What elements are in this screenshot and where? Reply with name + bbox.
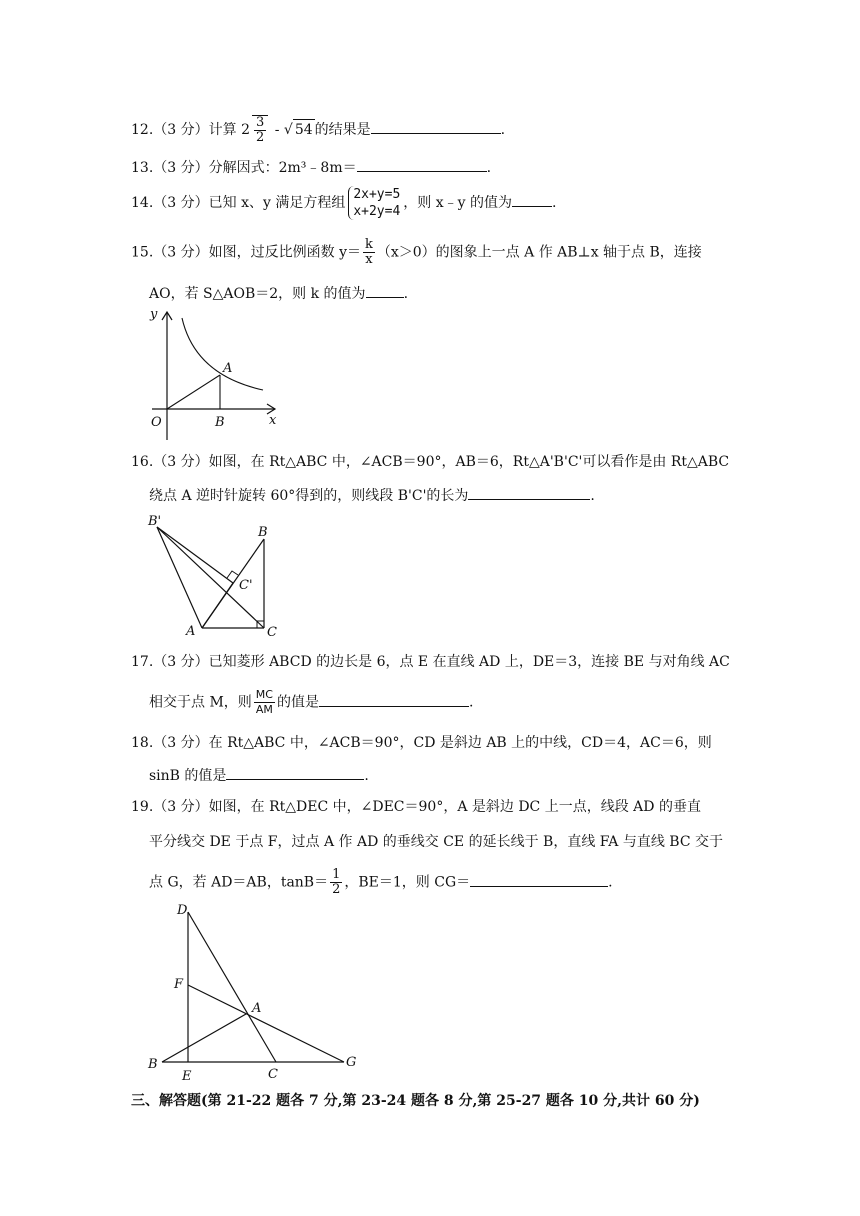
q19-suffix: ，BE＝1，则 CG＝ — [344, 874, 471, 891]
q15-label-o: O — [151, 415, 162, 430]
q19-label-d: D — [177, 903, 188, 918]
q12-fraction — [252, 115, 268, 145]
q17-line1: 17.（3 分）已知菱形 ABCD 的边长是 6，点 E 在直线 AD 上，DE＝3，连接 BE 与对角线 AC — [131, 654, 730, 670]
q19-label-a: A — [252, 1001, 262, 1016]
q19-label-f: F — [174, 977, 184, 992]
question-14: 14.（3 分）已知 x、y 满足方程组 2x+y=5 x+2y=4 ，则 x﹣y 的值为 . — [131, 187, 557, 219]
q16-label-cprime: C' — [239, 578, 253, 593]
question-19-line1 — [131, 797, 701, 817]
q18-line2: sinB 的值是 — [149, 768, 227, 784]
q15-fraction: $\frac{k}{x}$ — [364, 237, 373, 267]
q19-line1: 19.（3 分）如图，在 Rt△DEC 中，∠DEC＝90°，A 是斜边 DC 上一点，线段 AD 的垂直 — [131, 799, 701, 815]
q14-answer-blank[interactable] — [512, 192, 552, 207]
question-17-line2: 相交于点 M，则 $\frac{MC}{AM}$ 的值是 . — [149, 688, 474, 716]
q15-suffix: （x＞0）的图象上一点 A 作 AB⊥x 轴于点 B，连接 — [376, 244, 702, 261]
question-15-line1 — [131, 238, 702, 267]
q15-answer-blank[interactable] — [366, 283, 404, 298]
q12-frac-num: 3 — [255, 115, 265, 130]
q16-answer-blank[interactable] — [468, 485, 590, 500]
question-16-line2: 绕点 A 逆时针旋转 60°得到的，则线段 B'C'的长为 . — [149, 485, 595, 506]
q12-sqrt: 54 — [293, 119, 315, 140]
q12-minus: - — [270, 122, 284, 138]
q17-answer-blank[interactable] — [319, 692, 469, 707]
q14-prefix: 14.（3 分）已知 x、y 满足方程组 — [131, 195, 346, 211]
q19-prefix: 点 G，若 AD＝AB，tanB＝ — [149, 874, 329, 891]
q15-label-y: y — [150, 307, 158, 322]
q19-label-b: B — [148, 1057, 158, 1072]
q15-prefix: 15.（3 分）如图，过反比例函数 y＝ — [131, 244, 361, 261]
q12-answer-blank[interactable] — [371, 119, 501, 134]
q13-prefix: 13.（3 分）分解因式： — [131, 160, 279, 176]
q16-label-c: C — [267, 625, 277, 640]
question-19-line2 — [149, 832, 723, 852]
q16-line1: 16.（3 分）如图，在 Rt△ABC 中，∠ACB＝90°，AB＝6，Rt△A'B'C'可以看作是由 Rt△ABC — [131, 454, 730, 470]
q13-expr: 2m³﹣8m＝ — [278, 160, 357, 176]
q15-label-b: B — [215, 415, 225, 430]
q12-suffix: 的结果是 — [314, 122, 371, 138]
q16-line2: 绕点 A 逆时针旋转 60°得到的，则线段 B'C'的长为 — [149, 488, 469, 504]
question-18-line1 — [131, 733, 712, 753]
q19-label-g: G — [346, 1055, 357, 1070]
q16-label-bprime: B' — [148, 514, 162, 529]
q12-frac-den: 2 — [255, 130, 265, 145]
question-13: 13.（3 分）分解因式：2m³﹣8m＝ . — [131, 157, 491, 178]
q16-label-a: A — [186, 624, 196, 639]
question-19-line3: 点 G，若 AD＝AB，tanB＝ $\frac{1}{2}$ ，BE＝1，则 CG＝ . — [149, 867, 613, 897]
q17-fraction: $\frac{MC}{AM}$ — [255, 688, 273, 716]
section-heading: 三、解答题(第 21-22 题各 7 分,第 23-24 题各 8 分,第 25-27 题各 10 分,共计 60 分) — [131, 1093, 700, 1109]
q18-line1: 18.（3 分）在 Rt△ABC 中，∠ACB＝90°，CD 是斜边 AB 上的中线，CD＝4，AC＝6，则 — [131, 735, 712, 751]
q19-fraction: $\frac{1}{2}$ — [332, 867, 341, 897]
q15-label-x: x — [269, 413, 277, 428]
question-15-line2: AO，若 S△AOB＝2，则 k 的值为 . — [149, 283, 408, 304]
q18-answer-blank[interactable] — [226, 765, 364, 780]
q15-label-a: A — [223, 361, 233, 376]
question-18-line2: sinB 的值是 . — [149, 765, 369, 786]
q17-suffix: 的值是 — [276, 694, 319, 711]
q19-label-c: C — [268, 1067, 278, 1082]
q17-prefix: 相交于点 M，则 — [149, 694, 252, 711]
q12-prefix: 12.（3 分）计算 2 — [131, 122, 250, 138]
q14-suffix: ，则 x﹣y 的值为 — [403, 195, 513, 211]
q15-line2: AO，若 S△AOB＝2，则 k 的值为 — [149, 286, 366, 302]
question-16-line1 — [131, 452, 729, 472]
q19-line2: 平分线交 DE 于点 F，过点 A 作 AD 的垂线交 CE 的延长线于 B，直线 FA 与直线 BC 交于 — [149, 834, 723, 850]
q15-figure — [140, 300, 285, 442]
q14-eq2: x+2y=4 — [353, 204, 401, 219]
q13-answer-blank[interactable] — [357, 157, 487, 172]
question-12: 12.（3 分）计算 2 $\frac{3}{2}$ - √ 54 的结果是 . — [131, 115, 506, 145]
q19-label-e: E — [182, 1069, 192, 1084]
q16-label-b: B — [258, 525, 268, 540]
q19-figure — [140, 900, 370, 1085]
q16-figure — [140, 510, 290, 640]
q19-answer-blank[interactable] — [470, 872, 608, 887]
question-17-line1 — [131, 652, 730, 672]
q14-equation-system — [348, 186, 400, 220]
q14-eq1: 2x+y=5 — [353, 187, 401, 202]
